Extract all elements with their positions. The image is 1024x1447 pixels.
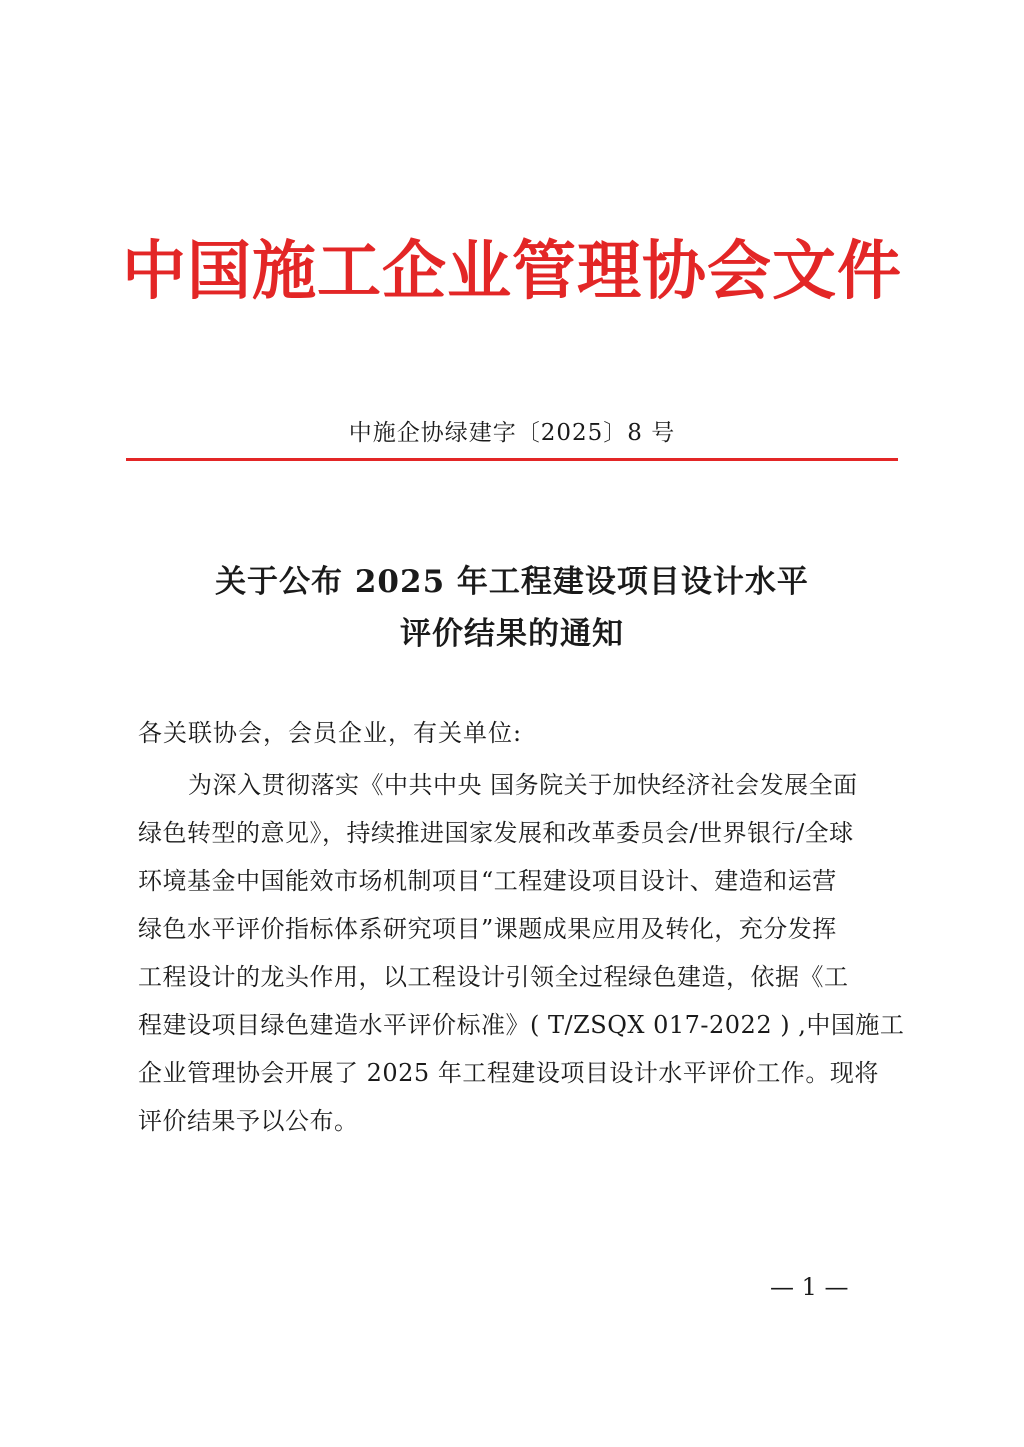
page-number: — 1 — <box>770 1273 849 1301</box>
notice-title-line-2: 评价结果的通知 <box>400 616 624 652</box>
body-line: 工程设计的龙头作用，以工程设计引领全过程绿色建造，依据《工 <box>138 963 849 991</box>
salutation: 各关联协会，会员企业，有关单位: <box>138 719 523 747</box>
body-line: 程建设项目绿色建造水平评价标准》( T/ZSQX 017-2022 ) ,中国施工 <box>138 1011 905 1039</box>
notice-title <box>0 556 1024 660</box>
document-number: 中施企协绿建字〔2025〕8 号 <box>348 420 676 446</box>
body-paragraph <box>138 765 905 1149</box>
body-line: 环境基金中国能效市场机制项目“工程建设项目设计、建造和运营 <box>138 867 837 895</box>
masthead-title: 中国施工企业管理协会文件 <box>122 234 902 309</box>
body-line: 为深入贯彻落实《中共中央 国务院关于加快经济社会发展全面 <box>188 771 858 799</box>
body-line: 企业管理协会开展了 2025 年工程建设项目设计水平评价工作。现将 <box>138 1059 879 1087</box>
notice-title-line-1: 关于公布 2025 年工程建设项目设计水平 <box>215 564 809 600</box>
red-divider-rule <box>126 458 898 461</box>
body-line: 评价结果予以公布。 <box>138 1107 359 1135</box>
body-line: 绿色水平评价指标体系研究项目”课题成果应用及转化，充分发挥 <box>138 915 837 943</box>
body-line: 绿色转型的意见》，持续推进国家发展和改革委员会/世界银行/全球 <box>138 819 854 847</box>
